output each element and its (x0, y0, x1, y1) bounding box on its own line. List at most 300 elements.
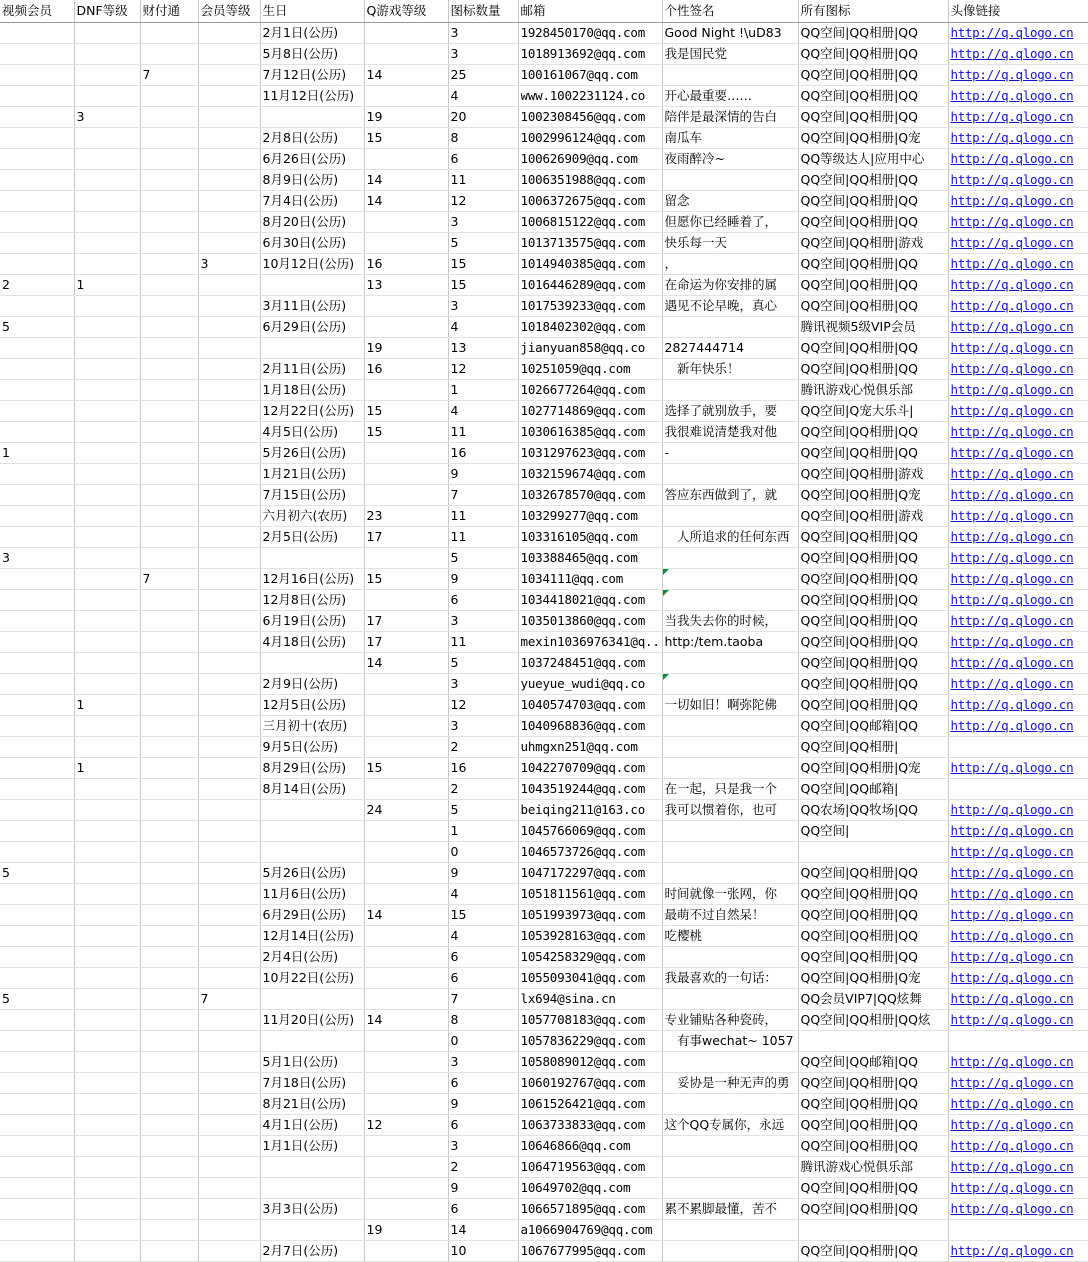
cell-member-level[interactable] (198, 296, 260, 317)
cell-icon-count[interactable] (448, 527, 518, 548)
table-row[interactable] (0, 107, 1088, 128)
cell-signature[interactable] (662, 1220, 798, 1241)
table-row[interactable] (0, 569, 1088, 590)
cell-email[interactable] (518, 170, 662, 191)
cell-member-level[interactable] (198, 254, 260, 275)
cell-caifutong[interactable] (140, 1010, 198, 1031)
avatar-link[interactable]: http://q.qlogo.cn (950, 319, 1074, 334)
cell-avatar-link[interactable] (948, 338, 1088, 359)
cell-video-vip[interactable] (0, 149, 74, 170)
table-row[interactable] (0, 779, 1088, 800)
cell-avatar-link[interactable] (948, 716, 1088, 737)
cell-qgame[interactable] (364, 674, 448, 695)
cell-member-level[interactable] (198, 275, 260, 296)
cell-avatar-link[interactable] (948, 548, 1088, 569)
cell-avatar-link[interactable] (948, 380, 1088, 401)
cell-member-level[interactable] (198, 695, 260, 716)
cell-qgame[interactable] (364, 65, 448, 86)
cell-signature[interactable] (662, 590, 798, 611)
cell-email[interactable] (518, 1220, 662, 1241)
cell-qgame[interactable] (364, 632, 448, 653)
column-header-caifutong[interactable]: 财付通 (140, 0, 198, 23)
table-row[interactable] (0, 401, 1088, 422)
cell-caifutong[interactable] (140, 947, 198, 968)
cell-birthday[interactable] (260, 1157, 364, 1178)
cell-avatar-link[interactable] (948, 1031, 1088, 1052)
cell-signature[interactable] (662, 191, 798, 212)
cell-caifutong[interactable] (140, 821, 198, 842)
cell-email[interactable] (518, 1010, 662, 1031)
cell-icon-count[interactable] (448, 1136, 518, 1157)
table-row[interactable] (0, 716, 1088, 737)
table-row[interactable] (0, 632, 1088, 653)
table-row[interactable] (0, 1178, 1088, 1199)
cell-avatar-link[interactable] (948, 212, 1088, 233)
cell-birthday[interactable] (260, 233, 364, 254)
cell-icon-count[interactable] (448, 275, 518, 296)
cell-email[interactable] (518, 317, 662, 338)
cell-member-level[interactable] (198, 779, 260, 800)
cell-caifutong[interactable] (140, 44, 198, 65)
cell-icon-count[interactable] (448, 1010, 518, 1031)
cell-caifutong[interactable] (140, 863, 198, 884)
cell-birthday[interactable] (260, 800, 364, 821)
cell-video-vip[interactable] (0, 1115, 74, 1136)
cell-member-level[interactable] (198, 128, 260, 149)
cell-birthday[interactable] (260, 842, 364, 863)
cell-caifutong[interactable] (140, 275, 198, 296)
cell-all-icons[interactable] (798, 1115, 948, 1136)
cell-qgame[interactable] (364, 233, 448, 254)
cell-all-icons[interactable] (798, 821, 948, 842)
cell-avatar-link[interactable] (948, 779, 1088, 800)
cell-caifutong[interactable] (140, 1073, 198, 1094)
cell-video-vip[interactable] (0, 1073, 74, 1094)
cell-avatar-link[interactable] (948, 422, 1088, 443)
table-row[interactable] (0, 149, 1088, 170)
avatar-link[interactable]: http://q.qlogo.cn (950, 193, 1074, 208)
cell-member-level[interactable] (198, 359, 260, 380)
cell-signature[interactable] (662, 359, 798, 380)
table-row[interactable] (0, 947, 1088, 968)
cell-signature[interactable] (662, 1115, 798, 1136)
table-row[interactable] (0, 338, 1088, 359)
cell-video-vip[interactable] (0, 1157, 74, 1178)
cell-all-icons[interactable] (798, 485, 948, 506)
cell-qgame[interactable] (364, 401, 448, 422)
cell-birthday[interactable] (260, 23, 364, 44)
cell-video-vip[interactable] (0, 611, 74, 632)
cell-dnf[interactable] (74, 317, 140, 338)
cell-qgame[interactable] (364, 359, 448, 380)
cell-video-vip[interactable] (0, 296, 74, 317)
cell-signature[interactable] (662, 485, 798, 506)
cell-icon-count[interactable] (448, 212, 518, 233)
cell-icon-count[interactable] (448, 1157, 518, 1178)
cell-dnf[interactable] (74, 422, 140, 443)
cell-video-vip[interactable] (0, 506, 74, 527)
cell-video-vip[interactable] (0, 863, 74, 884)
table-row[interactable] (0, 653, 1088, 674)
cell-caifutong[interactable] (140, 212, 198, 233)
cell-member-level[interactable] (198, 758, 260, 779)
cell-dnf[interactable] (74, 716, 140, 737)
avatar-link[interactable]: http://q.qlogo.cn (950, 802, 1074, 817)
table-row[interactable] (0, 1199, 1088, 1220)
table-row[interactable] (0, 506, 1088, 527)
cell-icon-count[interactable] (448, 23, 518, 44)
avatar-link[interactable]: http://q.qlogo.cn (950, 1075, 1074, 1090)
cell-icon-count[interactable] (448, 863, 518, 884)
cell-signature[interactable] (662, 128, 798, 149)
cell-caifutong[interactable] (140, 758, 198, 779)
cell-birthday[interactable] (260, 611, 364, 632)
cell-birthday[interactable] (260, 779, 364, 800)
cell-icon-count[interactable] (448, 779, 518, 800)
cell-dnf[interactable] (74, 1157, 140, 1178)
cell-icon-count[interactable] (448, 1178, 518, 1199)
cell-caifutong[interactable] (140, 548, 198, 569)
cell-email[interactable] (518, 716, 662, 737)
avatar-link[interactable]: http://q.qlogo.cn (950, 403, 1074, 418)
cell-qgame[interactable] (364, 863, 448, 884)
avatar-link[interactable]: http://q.qlogo.cn (950, 676, 1074, 691)
cell-email[interactable] (518, 254, 662, 275)
cell-caifutong[interactable] (140, 989, 198, 1010)
cell-dnf[interactable] (74, 800, 140, 821)
cell-all-icons[interactable] (798, 1052, 948, 1073)
cell-dnf[interactable] (74, 254, 140, 275)
cell-caifutong[interactable] (140, 779, 198, 800)
cell-icon-count[interactable] (448, 1094, 518, 1115)
cell-icon-count[interactable] (448, 884, 518, 905)
cell-email[interactable] (518, 338, 662, 359)
cell-avatar-link[interactable] (948, 149, 1088, 170)
cell-icon-count[interactable] (448, 569, 518, 590)
table-row[interactable] (0, 674, 1088, 695)
avatar-link[interactable]: http://q.qlogo.cn (950, 655, 1074, 670)
cell-video-vip[interactable] (0, 1136, 74, 1157)
cell-email[interactable] (518, 359, 662, 380)
cell-icon-count[interactable] (448, 800, 518, 821)
cell-signature[interactable] (662, 632, 798, 653)
cell-video-vip[interactable] (0, 212, 74, 233)
cell-avatar-link[interactable] (948, 1241, 1088, 1262)
cell-dnf[interactable] (74, 695, 140, 716)
cell-qgame[interactable] (364, 23, 448, 44)
cell-member-level[interactable] (198, 401, 260, 422)
cell-email[interactable] (518, 1136, 662, 1157)
cell-member-level[interactable] (198, 1115, 260, 1136)
table-row[interactable] (0, 65, 1088, 86)
cell-icon-count[interactable] (448, 128, 518, 149)
cell-icon-count[interactable] (448, 1073, 518, 1094)
cell-member-level[interactable] (198, 1073, 260, 1094)
cell-all-icons[interactable] (798, 401, 948, 422)
cell-birthday[interactable] (260, 485, 364, 506)
cell-icon-count[interactable] (448, 590, 518, 611)
cell-icon-count[interactable] (448, 758, 518, 779)
cell-video-vip[interactable] (0, 1031, 74, 1052)
cell-icon-count[interactable] (448, 695, 518, 716)
cell-email[interactable] (518, 968, 662, 989)
cell-email[interactable] (518, 86, 662, 107)
cell-email[interactable] (518, 863, 662, 884)
avatar-link[interactable]: http://q.qlogo.cn (950, 46, 1074, 61)
cell-video-vip[interactable] (0, 380, 74, 401)
avatar-link[interactable]: http://q.qlogo.cn (950, 991, 1074, 1006)
cell-caifutong[interactable] (140, 611, 198, 632)
cell-qgame[interactable] (364, 821, 448, 842)
cell-video-vip[interactable] (0, 632, 74, 653)
cell-birthday[interactable] (260, 338, 364, 359)
cell-avatar-link[interactable] (948, 233, 1088, 254)
cell-signature[interactable] (662, 800, 798, 821)
cell-dnf[interactable] (74, 359, 140, 380)
cell-member-level[interactable] (198, 1010, 260, 1031)
cell-icon-count[interactable] (448, 65, 518, 86)
cell-qgame[interactable] (364, 1010, 448, 1031)
cell-icon-count[interactable] (448, 737, 518, 758)
cell-birthday[interactable] (260, 1178, 364, 1199)
table-row[interactable] (0, 1031, 1088, 1052)
avatar-link[interactable]: http://q.qlogo.cn (950, 697, 1074, 712)
table-row[interactable] (0, 212, 1088, 233)
cell-email[interactable] (518, 65, 662, 86)
cell-icon-count[interactable] (448, 506, 518, 527)
column-header-member-level[interactable]: 会员等级 (198, 0, 260, 23)
cell-video-vip[interactable] (0, 737, 74, 758)
cell-member-level[interactable] (198, 464, 260, 485)
cell-email[interactable] (518, 212, 662, 233)
cell-all-icons[interactable] (798, 443, 948, 464)
cell-member-level[interactable] (198, 1178, 260, 1199)
cell-dnf[interactable] (74, 863, 140, 884)
table-row[interactable] (0, 821, 1088, 842)
cell-avatar-link[interactable] (948, 590, 1088, 611)
table-row[interactable] (0, 1052, 1088, 1073)
cell-dnf[interactable] (74, 1199, 140, 1220)
avatar-link[interactable]: http://q.qlogo.cn (950, 865, 1074, 880)
cell-qgame[interactable] (364, 1178, 448, 1199)
cell-qgame[interactable] (364, 464, 448, 485)
cell-birthday[interactable] (260, 1241, 364, 1262)
cell-qgame[interactable] (364, 653, 448, 674)
cell-qgame[interactable] (364, 338, 448, 359)
avatar-link[interactable]: http://q.qlogo.cn (950, 67, 1074, 82)
cell-all-icons[interactable] (798, 1031, 948, 1052)
cell-caifutong[interactable] (140, 170, 198, 191)
cell-icon-count[interactable] (448, 674, 518, 695)
cell-icon-count[interactable] (448, 317, 518, 338)
cell-birthday[interactable] (260, 1010, 364, 1031)
cell-video-vip[interactable] (0, 1052, 74, 1073)
avatar-link[interactable]: http://q.qlogo.cn (950, 907, 1074, 922)
cell-qgame[interactable] (364, 842, 448, 863)
cell-qgame[interactable] (364, 695, 448, 716)
avatar-link[interactable]: http://q.qlogo.cn (950, 487, 1074, 502)
cell-signature[interactable] (662, 44, 798, 65)
cell-email[interactable] (518, 1115, 662, 1136)
cell-video-vip[interactable] (0, 1010, 74, 1031)
cell-avatar-link[interactable] (948, 296, 1088, 317)
table-row[interactable] (0, 1010, 1088, 1031)
avatar-link[interactable]: http://q.qlogo.cn (950, 340, 1074, 355)
cell-email[interactable] (518, 632, 662, 653)
cell-avatar-link[interactable] (948, 569, 1088, 590)
avatar-link[interactable]: http://q.qlogo.cn (950, 466, 1074, 481)
cell-caifutong[interactable] (140, 1052, 198, 1073)
cell-qgame[interactable] (364, 947, 448, 968)
cell-qgame[interactable] (364, 1073, 448, 1094)
cell-icon-count[interactable] (448, 842, 518, 863)
cell-birthday[interactable] (260, 653, 364, 674)
cell-member-level[interactable] (198, 380, 260, 401)
cell-qgame[interactable] (364, 212, 448, 233)
cell-dnf[interactable] (74, 86, 140, 107)
cell-avatar-link[interactable] (948, 758, 1088, 779)
cell-all-icons[interactable] (798, 779, 948, 800)
table-row[interactable] (0, 758, 1088, 779)
cell-all-icons[interactable] (798, 863, 948, 884)
cell-avatar-link[interactable] (948, 1073, 1088, 1094)
cell-video-vip[interactable] (0, 464, 74, 485)
cell-qgame[interactable] (364, 422, 448, 443)
cell-icon-count[interactable] (448, 548, 518, 569)
cell-qgame[interactable] (364, 1094, 448, 1115)
cell-birthday[interactable] (260, 527, 364, 548)
cell-caifutong[interactable] (140, 632, 198, 653)
cell-member-level[interactable] (198, 569, 260, 590)
cell-signature[interactable] (662, 338, 798, 359)
table-row[interactable] (0, 485, 1088, 506)
cell-video-vip[interactable] (0, 569, 74, 590)
cell-caifutong[interactable] (140, 653, 198, 674)
cell-member-level[interactable] (198, 23, 260, 44)
cell-birthday[interactable] (260, 716, 364, 737)
cell-all-icons[interactable] (798, 65, 948, 86)
cell-all-icons[interactable] (798, 695, 948, 716)
cell-all-icons[interactable] (798, 1010, 948, 1031)
cell-icon-count[interactable] (448, 422, 518, 443)
cell-qgame[interactable] (364, 1115, 448, 1136)
cell-signature[interactable] (662, 107, 798, 128)
cell-caifutong[interactable] (140, 1241, 198, 1262)
cell-birthday[interactable] (260, 926, 364, 947)
cell-qgame[interactable] (364, 548, 448, 569)
cell-video-vip[interactable] (0, 947, 74, 968)
cell-member-level[interactable] (198, 86, 260, 107)
table-row[interactable] (0, 737, 1088, 758)
cell-qgame[interactable] (364, 170, 448, 191)
cell-member-level[interactable] (198, 485, 260, 506)
cell-birthday[interactable] (260, 212, 364, 233)
cell-member-level[interactable] (198, 1031, 260, 1052)
cell-dnf[interactable] (74, 989, 140, 1010)
cell-signature[interactable] (662, 1073, 798, 1094)
cell-qgame[interactable] (364, 1157, 448, 1178)
cell-video-vip[interactable] (0, 338, 74, 359)
cell-video-vip[interactable] (0, 884, 74, 905)
cell-caifutong[interactable] (140, 359, 198, 380)
cell-signature[interactable] (662, 443, 798, 464)
cell-video-vip[interactable] (0, 1178, 74, 1199)
cell-all-icons[interactable] (798, 149, 948, 170)
cell-dnf[interactable] (74, 779, 140, 800)
cell-video-vip[interactable] (0, 422, 74, 443)
cell-qgame[interactable] (364, 1199, 448, 1220)
cell-email[interactable] (518, 443, 662, 464)
cell-avatar-link[interactable] (948, 1157, 1088, 1178)
cell-email[interactable] (518, 947, 662, 968)
cell-caifutong[interactable] (140, 905, 198, 926)
table-row[interactable] (0, 989, 1088, 1010)
cell-email[interactable] (518, 779, 662, 800)
cell-avatar-link[interactable] (948, 1115, 1088, 1136)
avatar-link[interactable]: http://q.qlogo.cn (950, 1012, 1074, 1027)
cell-birthday[interactable] (260, 464, 364, 485)
cell-dnf[interactable] (74, 1094, 140, 1115)
cell-signature[interactable] (662, 170, 798, 191)
cell-signature[interactable] (662, 926, 798, 947)
table-row[interactable] (0, 128, 1088, 149)
cell-all-icons[interactable] (798, 611, 948, 632)
cell-dnf[interactable] (74, 380, 140, 401)
cell-avatar-link[interactable] (948, 863, 1088, 884)
cell-all-icons[interactable] (798, 1157, 948, 1178)
cell-birthday[interactable] (260, 695, 364, 716)
cell-signature[interactable] (662, 1010, 798, 1031)
cell-signature[interactable] (662, 1199, 798, 1220)
cell-member-level[interactable] (198, 674, 260, 695)
cell-avatar-link[interactable] (948, 737, 1088, 758)
cell-signature[interactable] (662, 1031, 798, 1052)
avatar-link[interactable]: http://q.qlogo.cn (950, 529, 1074, 544)
cell-avatar-link[interactable] (948, 170, 1088, 191)
table-row[interactable] (0, 254, 1088, 275)
cell-video-vip[interactable] (0, 44, 74, 65)
cell-member-level[interactable] (198, 632, 260, 653)
cell-dnf[interactable] (74, 170, 140, 191)
cell-avatar-link[interactable] (948, 23, 1088, 44)
cell-avatar-link[interactable] (948, 1010, 1088, 1031)
cell-dnf[interactable] (74, 674, 140, 695)
cell-birthday[interactable] (260, 317, 364, 338)
cell-caifutong[interactable] (140, 842, 198, 863)
cell-icon-count[interactable] (448, 905, 518, 926)
cell-email[interactable] (518, 800, 662, 821)
cell-member-level[interactable] (198, 149, 260, 170)
cell-qgame[interactable] (364, 716, 448, 737)
cell-signature[interactable] (662, 737, 798, 758)
cell-all-icons[interactable] (798, 23, 948, 44)
cell-caifutong[interactable] (140, 506, 198, 527)
cell-avatar-link[interactable] (948, 632, 1088, 653)
cell-signature[interactable] (662, 947, 798, 968)
cell-member-level[interactable] (198, 611, 260, 632)
cell-caifutong[interactable] (140, 422, 198, 443)
table-row[interactable] (0, 443, 1088, 464)
cell-icon-count[interactable] (448, 338, 518, 359)
cell-birthday[interactable] (260, 170, 364, 191)
cell-icon-count[interactable] (448, 233, 518, 254)
cell-dnf[interactable] (74, 842, 140, 863)
cell-birthday[interactable] (260, 674, 364, 695)
cell-avatar-link[interactable] (948, 86, 1088, 107)
cell-birthday[interactable] (260, 1220, 364, 1241)
table-row[interactable] (0, 359, 1088, 380)
cell-email[interactable] (518, 569, 662, 590)
